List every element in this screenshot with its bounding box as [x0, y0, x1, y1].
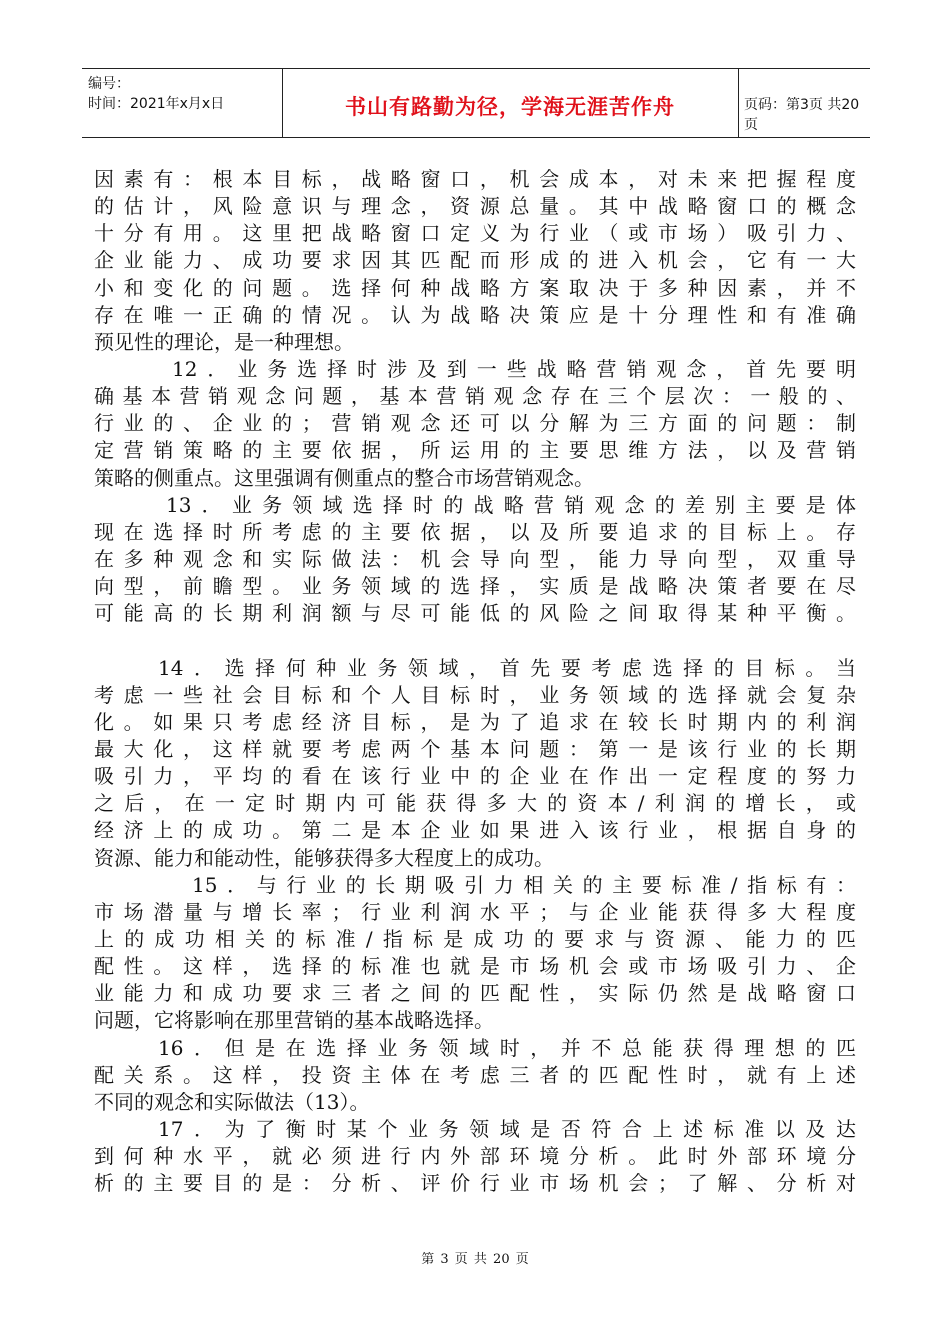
body-line: 确基本营销观念问题，基本营销观念存在三个层次：一般的、 [94, 384, 856, 409]
body-line: 策略的侧重点。这里强调有侧重点的整合市场营销观念。 [94, 465, 594, 490]
date-label: 时间：2021年x月x日 [88, 96, 225, 112]
serial-label: 编号： [88, 76, 130, 92]
blank-line [94, 627, 856, 654]
body-line: 13．业务领域选择时的战略营销观念的差别主要是体 [166, 492, 856, 517]
body-line: 业能力和成功要求三者之间的匹配性，实际仍然是战略窗口 [94, 981, 856, 1006]
page-footer: 第 3 页 共 20 页 [421, 1252, 529, 1267]
document-body [94, 166, 856, 1197]
body-line: 定营销策略的主要依据，所运用的主要思维方法，以及营销 [94, 438, 856, 463]
body-line: 配关系。这样，投资主体在考虑三者的匹配性时，就有上述 [94, 1062, 856, 1087]
page-header [82, 68, 870, 138]
body-line: 15．与行业的长期吸引力相关的主要标准/指标有： [192, 872, 856, 897]
body-line: 最大化，这样就要考虑两个基本问题：第一是该行业的长期 [94, 736, 856, 761]
body-line: 16．但是在选择业务领域时，并不总能获得理想的匹 [158, 1035, 856, 1060]
body-line: 预见性的理论，是一种理想。 [94, 329, 354, 354]
body-line: 之后，在一定时期内可能获得多大的资本/利润的增长，或 [94, 791, 856, 816]
body-line: 析的主要目的是：分析、评价行业市场机会；了解、分析对 [94, 1171, 856, 1196]
body-line: 可能高的长期利润额与尽可能低的风险之间取得某种平衡。 [94, 601, 856, 626]
body-line: 上的成功相关的标准/指标是成功的要求与资源、能力的匹 [94, 926, 856, 951]
body-line: 现在选择时所考虑的主要依据，以及所要追求的目标上。存 [94, 519, 856, 544]
body-line: 行业的、企业的；营销观念还可以分解为三方面的问题：制 [94, 411, 856, 436]
body-line: 问题，它将影响在那里营销的基本战略选择。 [94, 1008, 494, 1033]
body-line: 的估计，风险意识与理念，资源总量。其中战略窗口的概念 [94, 194, 856, 219]
body-line: 14．选择何种业务领域，首先要考虑选择的目标。当 [158, 655, 856, 680]
body-line: 向型，前瞻型。业务领域的选择，实质是战略决策者要在尽 [94, 574, 856, 599]
body-line: 经济上的成功。第二是本企业如果进入该行业，根据自身的 [94, 818, 856, 843]
body-line: 小和变化的问题。选择何种战略方案取决于多种因素，并不 [94, 275, 856, 300]
page-code: 页码：第3页 共20页 [744, 97, 860, 133]
motto-text: 书山有路勤为径，学海无涯苦作舟 [345, 95, 675, 119]
body-line: 考虑一些社会目标和个人目标时，业务领域的选择就会复杂 [94, 682, 856, 707]
header-left-cell [82, 69, 283, 137]
body-line: 到何种水平，就必须进行内外部环境分析。此时外部环境分 [94, 1144, 856, 1169]
body-line: 企业能力、成功要求因其匹配而形成的进入机会，它有一大 [94, 248, 856, 273]
header-middle-cell [282, 69, 739, 137]
body-line: 12．业务选择时涉及到一些战略营销观念，首先要明 [172, 356, 856, 381]
body-line: 资源、能力和能动性，能够获得多大程度上的成功。 [94, 845, 554, 870]
body-line: 吸引力，平均的看在该行业中的企业在作出一定程度的努力 [94, 764, 856, 789]
body-line: 配性。这样，选择的标准也就是市场机会或市场吸引力、企 [94, 954, 856, 979]
body-line: 17．为了衡时某个业务领域是否符合上述标准以及达 [158, 1116, 856, 1141]
body-line: 十分有用。这里把战略窗口定义为行业（或市场）吸引力、 [94, 221, 856, 246]
body-line: 不同的观念和实际做法（13）。 [94, 1089, 370, 1114]
body-line: 化。如果只考虑经济目标，是为了追求在较长时期内的利润 [94, 709, 856, 734]
body-line: 存在唯一正确的情况。认为战略决策应是十分理性和有准确 [94, 302, 856, 327]
body-line: 市场潜量与增长率；行业利润水平；与企业能获得多大程度 [94, 899, 856, 924]
body-line: 在多种观念和实际做法：机会导向型，能力导向型，双重导 [94, 546, 856, 571]
body-line: 因素有：根本目标，战略窗口，机会成本，对未来把握程度 [94, 167, 856, 191]
header-right-cell [738, 69, 870, 137]
